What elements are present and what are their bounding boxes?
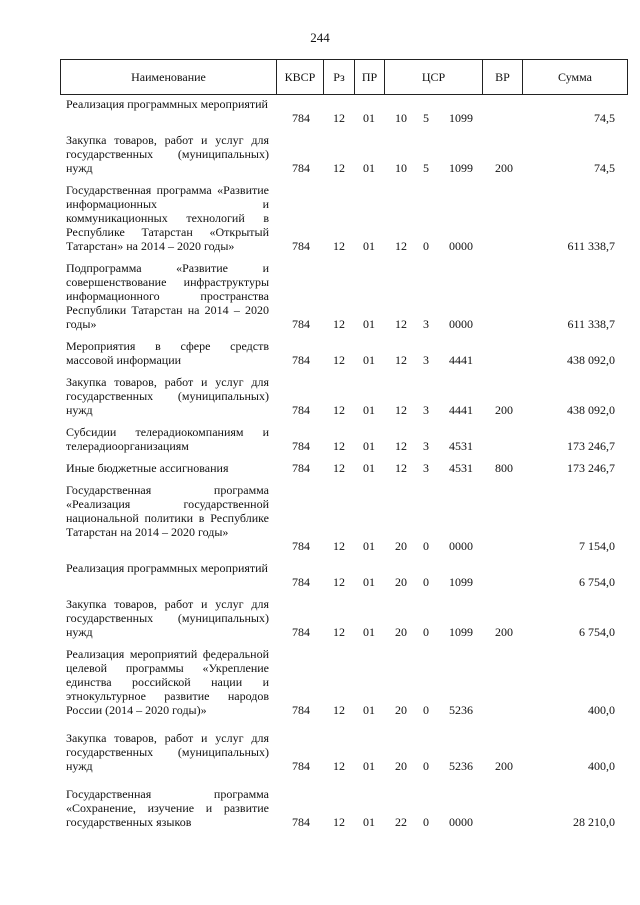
cell-kvsr: 784: [292, 403, 310, 417]
cell-rz: 12: [333, 239, 345, 253]
cell-rz: 12: [333, 759, 345, 773]
header-pr: ПР: [355, 60, 385, 94]
row-name: Субсидии телерадиокомпаниям и телерадиоорганизациям: [66, 425, 269, 453]
cell-csr-direction: 0000: [449, 239, 473, 253]
cell-csr-direction: 0000: [449, 815, 473, 829]
cell-kvsr: 784: [292, 461, 310, 475]
cell-pr: 01: [363, 111, 375, 125]
cell-csr-subprogram: 3: [423, 461, 429, 475]
header-name: Наименование: [61, 60, 277, 94]
table-row: [0, 131, 640, 175]
cell-sum: 400,0: [588, 703, 615, 717]
cell-csr-direction: 5236: [449, 759, 473, 773]
cell-pr: 01: [363, 161, 375, 175]
cell-rz: 12: [333, 161, 345, 175]
cell-sum: 7 154,0: [579, 539, 615, 553]
cell-sum: 6 754,0: [579, 575, 615, 589]
cell-vr: 200: [495, 161, 513, 175]
header-vr: ВР: [483, 60, 523, 94]
table-row: [0, 423, 640, 453]
cell-csr-program: 22: [395, 815, 407, 829]
cell-rz: 12: [333, 111, 345, 125]
cell-csr-subprogram: 0: [423, 815, 429, 829]
table-header: [60, 59, 628, 95]
row-name: Закупка товаров, работ и услуг для государственных (муниципальных) нужд: [66, 133, 269, 175]
cell-csr-program: 12: [395, 461, 407, 475]
cell-sum: 28 210,0: [573, 815, 615, 829]
cell-rz: 12: [333, 439, 345, 453]
cell-kvsr: 784: [292, 575, 310, 589]
cell-rz: 12: [333, 317, 345, 331]
cell-csr-subprogram: 3: [423, 439, 429, 453]
cell-vr: 200: [495, 403, 513, 417]
cell-csr-program: 10: [395, 111, 407, 125]
cell-pr: 01: [363, 815, 375, 829]
cell-csr-program: 12: [395, 239, 407, 253]
cell-csr-direction: 1099: [449, 625, 473, 639]
cell-pr: 01: [363, 759, 375, 773]
cell-vr: 200: [495, 625, 513, 639]
row-name: Реализация программных мероприятий: [66, 561, 268, 575]
cell-pr: 01: [363, 625, 375, 639]
cell-csr-program: 12: [395, 353, 407, 367]
cell-csr-subprogram: 0: [423, 759, 429, 773]
table-row: [0, 181, 640, 253]
cell-csr-direction: 5236: [449, 703, 473, 717]
cell-sum: 173 246,7: [567, 439, 615, 453]
cell-csr-program: 12: [395, 439, 407, 453]
row-name: Государственная программа «Развитие информационных и коммуникационных технологий в Республике Татарстан «Открытый Татарстан» на 2014 – 2020 годы»: [66, 183, 269, 253]
header-sum: Сумма: [558, 70, 592, 84]
header-csr: ЦСР: [385, 60, 483, 94]
cell-rz: 12: [333, 539, 345, 553]
cell-sum: 611 338,7: [567, 239, 615, 253]
cell-csr-subprogram: 3: [423, 317, 429, 331]
cell-sum: 74,5: [594, 111, 615, 125]
table-row: [0, 259, 640, 331]
row-name: Подпрограмма «Развитие и совершенствование инфраструктуры информационного пространства Республики Татарстан на 2014 – 2020 годы»: [66, 261, 269, 331]
cell-rz: 12: [333, 703, 345, 717]
cell-csr-subprogram: 3: [423, 353, 429, 367]
row-name: Реализация программных мероприятий: [66, 97, 268, 111]
cell-kvsr: 784: [292, 703, 310, 717]
cell-csr-subprogram: 3: [423, 403, 429, 417]
cell-vr: 800: [495, 461, 513, 475]
table-row: [0, 95, 640, 125]
cell-rz: 12: [333, 815, 345, 829]
cell-csr-program: 12: [395, 403, 407, 417]
cell-pr: 01: [363, 703, 375, 717]
cell-pr: 01: [363, 539, 375, 553]
cell-pr: 01: [363, 353, 375, 367]
row-name: Закупка товаров, работ и услуг для государственных (муниципальных) нужд: [66, 597, 269, 639]
row-name: Закупка товаров, работ и услуг для государственных (муниципальных) нужд: [66, 731, 269, 773]
header-kvsr: КВСР: [277, 60, 324, 94]
cell-csr-program: 10: [395, 161, 407, 175]
cell-csr-program: 20: [395, 759, 407, 773]
cell-pr: 01: [363, 403, 375, 417]
cell-csr-program: 20: [395, 703, 407, 717]
cell-kvsr: 784: [292, 161, 310, 175]
row-name: Мероприятия в сфере средств массовой информации: [66, 339, 269, 367]
cell-sum: 6 754,0: [579, 625, 615, 639]
cell-rz: 12: [333, 403, 345, 417]
cell-csr-subprogram: 5: [423, 111, 429, 125]
table-row: [0, 481, 640, 553]
cell-sum: 438 092,0: [567, 403, 615, 417]
cell-vr: 200: [495, 759, 513, 773]
cell-csr-subprogram: 0: [423, 625, 429, 639]
cell-csr-direction: 0000: [449, 539, 473, 553]
table-row: [0, 729, 640, 773]
cell-csr-subprogram: 5: [423, 161, 429, 175]
cell-csr-program: 20: [395, 575, 407, 589]
cell-sum: 74,5: [594, 161, 615, 175]
cell-kvsr: 784: [292, 239, 310, 253]
cell-rz: 12: [333, 461, 345, 475]
cell-csr-program: 12: [395, 317, 407, 331]
row-name: Государственная программа «Сохранение, изучение и развитие государственных языков: [66, 787, 269, 829]
cell-kvsr: 784: [292, 539, 310, 553]
row-name: Иные бюджетные ассигнования: [66, 461, 229, 475]
cell-sum: 611 338,7: [567, 317, 615, 331]
cell-csr-program: 20: [395, 539, 407, 553]
cell-csr-direction: 1099: [449, 575, 473, 589]
cell-rz: 12: [333, 353, 345, 367]
cell-pr: 01: [363, 461, 375, 475]
cell-csr-direction: 4531: [449, 439, 473, 453]
cell-sum: 400,0: [588, 759, 615, 773]
cell-csr-direction: 4441: [449, 353, 473, 367]
row-name: Закупка товаров, работ и услуг для государственных (муниципальных) нужд: [66, 375, 269, 417]
table-row: [0, 459, 640, 475]
table-row: [0, 373, 640, 417]
cell-pr: 01: [363, 575, 375, 589]
header-rz: Рз: [324, 60, 355, 94]
cell-kvsr: 784: [292, 625, 310, 639]
cell-sum: 438 092,0: [567, 353, 615, 367]
table-row: [0, 337, 640, 367]
cell-pr: 01: [363, 239, 375, 253]
cell-csr-subprogram: 0: [423, 539, 429, 553]
cell-csr-subprogram: 0: [423, 575, 429, 589]
cell-csr-subprogram: 0: [423, 239, 429, 253]
cell-csr-direction: 0000: [449, 317, 473, 331]
cell-csr-direction: 4531: [449, 461, 473, 475]
cell-csr-subprogram: 0: [423, 703, 429, 717]
row-name: Государственная программа «Реализация государственной национальной политики в Республике Татарстан на 2014 – 2020 годы»: [66, 483, 269, 539]
cell-csr-direction: 1099: [449, 161, 473, 175]
cell-kvsr: 784: [292, 439, 310, 453]
table-row: [0, 645, 640, 717]
row-name: Реализация мероприятий федеральной целевой программы «Укрепление единства российской нации и этнокультурное развитие народов России (2014 – 2020 годы)»: [66, 647, 269, 717]
cell-pr: 01: [363, 317, 375, 331]
cell-rz: 12: [333, 625, 345, 639]
cell-csr-direction: 1099: [449, 111, 473, 125]
cell-kvsr: 784: [292, 317, 310, 331]
cell-kvsr: 784: [292, 759, 310, 773]
cell-kvsr: 784: [292, 111, 310, 125]
table-row: [0, 595, 640, 639]
cell-csr-direction: 4441: [449, 403, 473, 417]
cell-kvsr: 784: [292, 815, 310, 829]
cell-rz: 12: [333, 575, 345, 589]
table-row: [0, 559, 640, 589]
cell-csr-program: 20: [395, 625, 407, 639]
table-row: [0, 785, 640, 829]
cell-pr: 01: [363, 439, 375, 453]
cell-sum: 173 246,7: [567, 461, 615, 475]
cell-kvsr: 784: [292, 353, 310, 367]
page-number: 244: [310, 30, 330, 45]
